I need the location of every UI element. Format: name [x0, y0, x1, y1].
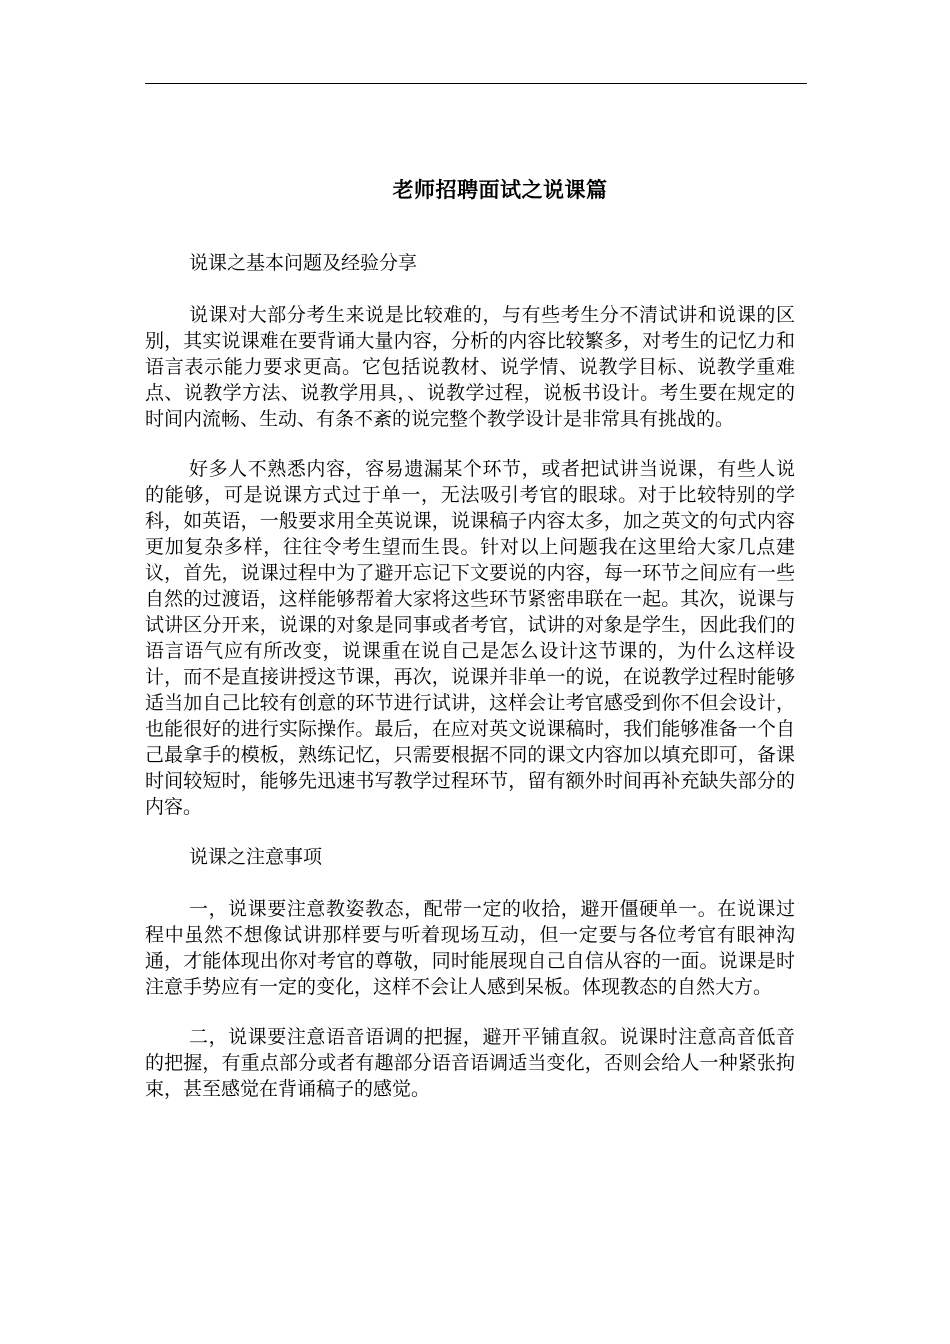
section-heading-notes: 说课之注意事项	[189, 846, 323, 868]
document-title: 老师招聘面试之说课篇	[392, 178, 608, 202]
paragraph: 说课对大部分考生来说是比较难的，与有些考生分不清试讲和说课的区别，其实说课难在要背诵大量内容，分析的内容比较繁多，对考生的记忆力和语言表示能力要求更高。它包括说教材、说学情、说教学目标、说教学重难点、说教学方法、说教学用具，、说教学过程，说板书设计。考生要在规定的时间内流畅、生动、有条不紊的说完整个教学设计是非常具有挑战的。	[145, 304, 795, 430]
paragraph: 二，说课要注意语音语调的把握，避开平铺直叙。说课时注意高音低音的把握，有重点部分或者有趣部分语音语调适当变化，否则会给人一种紧张拘束，甚至感觉在背诵稿子的感觉。	[145, 1026, 795, 1100]
document-body	[145, 250, 795, 1126]
paragraph: 好多人不熟悉内容，容易遗漏某个环节，或者把试讲当说课，有些人说的能够，可是说课方式过于单一，无法吸引考官的眼球。对于比较特别的学科，如英语，一般要求用全英说课，说课稿子内容太多，加之英文的句式内容更加复杂多样，往往令考生望而生畏。针对以上问题我在这里给大家几点建议，首先，说课过程中为了避开忘记下文要说的内容，每一环节之间应有一些自然的过渡语，这样能够帮着大家将这些环节紧密串联在一起。其次，说课与试讲区分开来，说课的对象是同事或者考官，试讲的对象是学生，因此我们的语言语气应有所改变，说课重在说自己是怎么设计这节课的，为什么这样设计，而不是直接讲授这节课，再次，说课并非单一的说，在说教学过程时能够适当加自己比较有创意的环节进行试讲，这样会让考官感受到你不但会设计，也能很好的进行实际操作。最后，在应对英文说课稿时，我们能够准备一个自己最拿手的模板，熟练记忆，只需要根据不同的课文内容加以填充即可，备课时间较短时，能够先迅速书写教学过程环节，留有额外时间再补充缺失部分的内容。	[145, 458, 795, 818]
section-heading-basics: 说课之基本问题及经验分享	[189, 252, 418, 274]
header-rule	[145, 83, 807, 84]
paragraph: 一，说课要注意教姿教态，配带一定的收拾，避开僵硬单一。在说课过程中虽然不想像试讲那样要与听着现场互动，但一定要与各位考官有眼神沟通，才能体现出你对考官的尊敬，同时能展现自己自信从容的一面。说课是时注意手势应有一定的变化，这样不会让人感到呆板。体现教态的自然大方。	[145, 898, 795, 998]
